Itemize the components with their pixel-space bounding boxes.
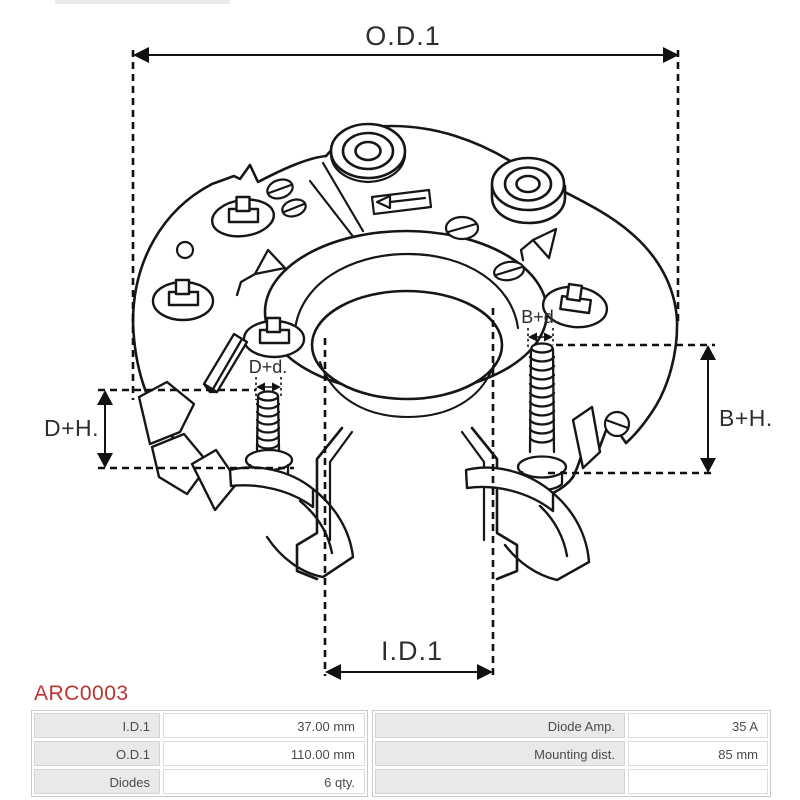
slanted-slot — [204, 334, 247, 392]
spec-label-od1: O.D.1 — [34, 741, 160, 766]
spec-value-id1: 37.00 mm — [163, 713, 365, 738]
spec-label-diodes: Diodes — [34, 769, 160, 794]
spec-value-mounting-dist: 85 mm — [628, 741, 768, 766]
label-id1: I.D.1 — [380, 636, 444, 666]
spec-value-diodes: 6 qty. — [163, 769, 365, 794]
spec-label-id1: I.D.1 — [34, 713, 160, 738]
spec-value-diode-amp: 35 A — [628, 713, 768, 738]
center-bore — [265, 231, 547, 579]
left-leg — [139, 382, 353, 577]
rectifier-figure — [133, 124, 677, 580]
spec-tables — [31, 710, 771, 797]
left-boss — [331, 124, 405, 182]
part-number: ARC0003 — [34, 682, 129, 705]
spec-table-right — [372, 710, 771, 797]
spec-value-od1: 110.00 mm — [163, 741, 365, 766]
right-boss — [492, 158, 565, 223]
label-dh: D+H. — [43, 415, 99, 441]
label-bd: B+d. — [521, 307, 559, 327]
spec-label-diode-amp: Diode Amp. — [375, 713, 625, 738]
spec-value-empty — [628, 769, 768, 794]
label-bh: B+H. — [719, 405, 773, 431]
right-stud — [518, 344, 566, 491]
label-od1: O.D.1 — [365, 21, 441, 51]
label-dd: D+d. — [248, 357, 288, 377]
spec-table-left — [31, 710, 368, 797]
center-slot — [372, 190, 431, 214]
spec-label-empty — [375, 769, 625, 794]
scan-edge-artifact — [55, 0, 230, 4]
spec-label-mounting-dist: Mounting dist. — [375, 741, 625, 766]
